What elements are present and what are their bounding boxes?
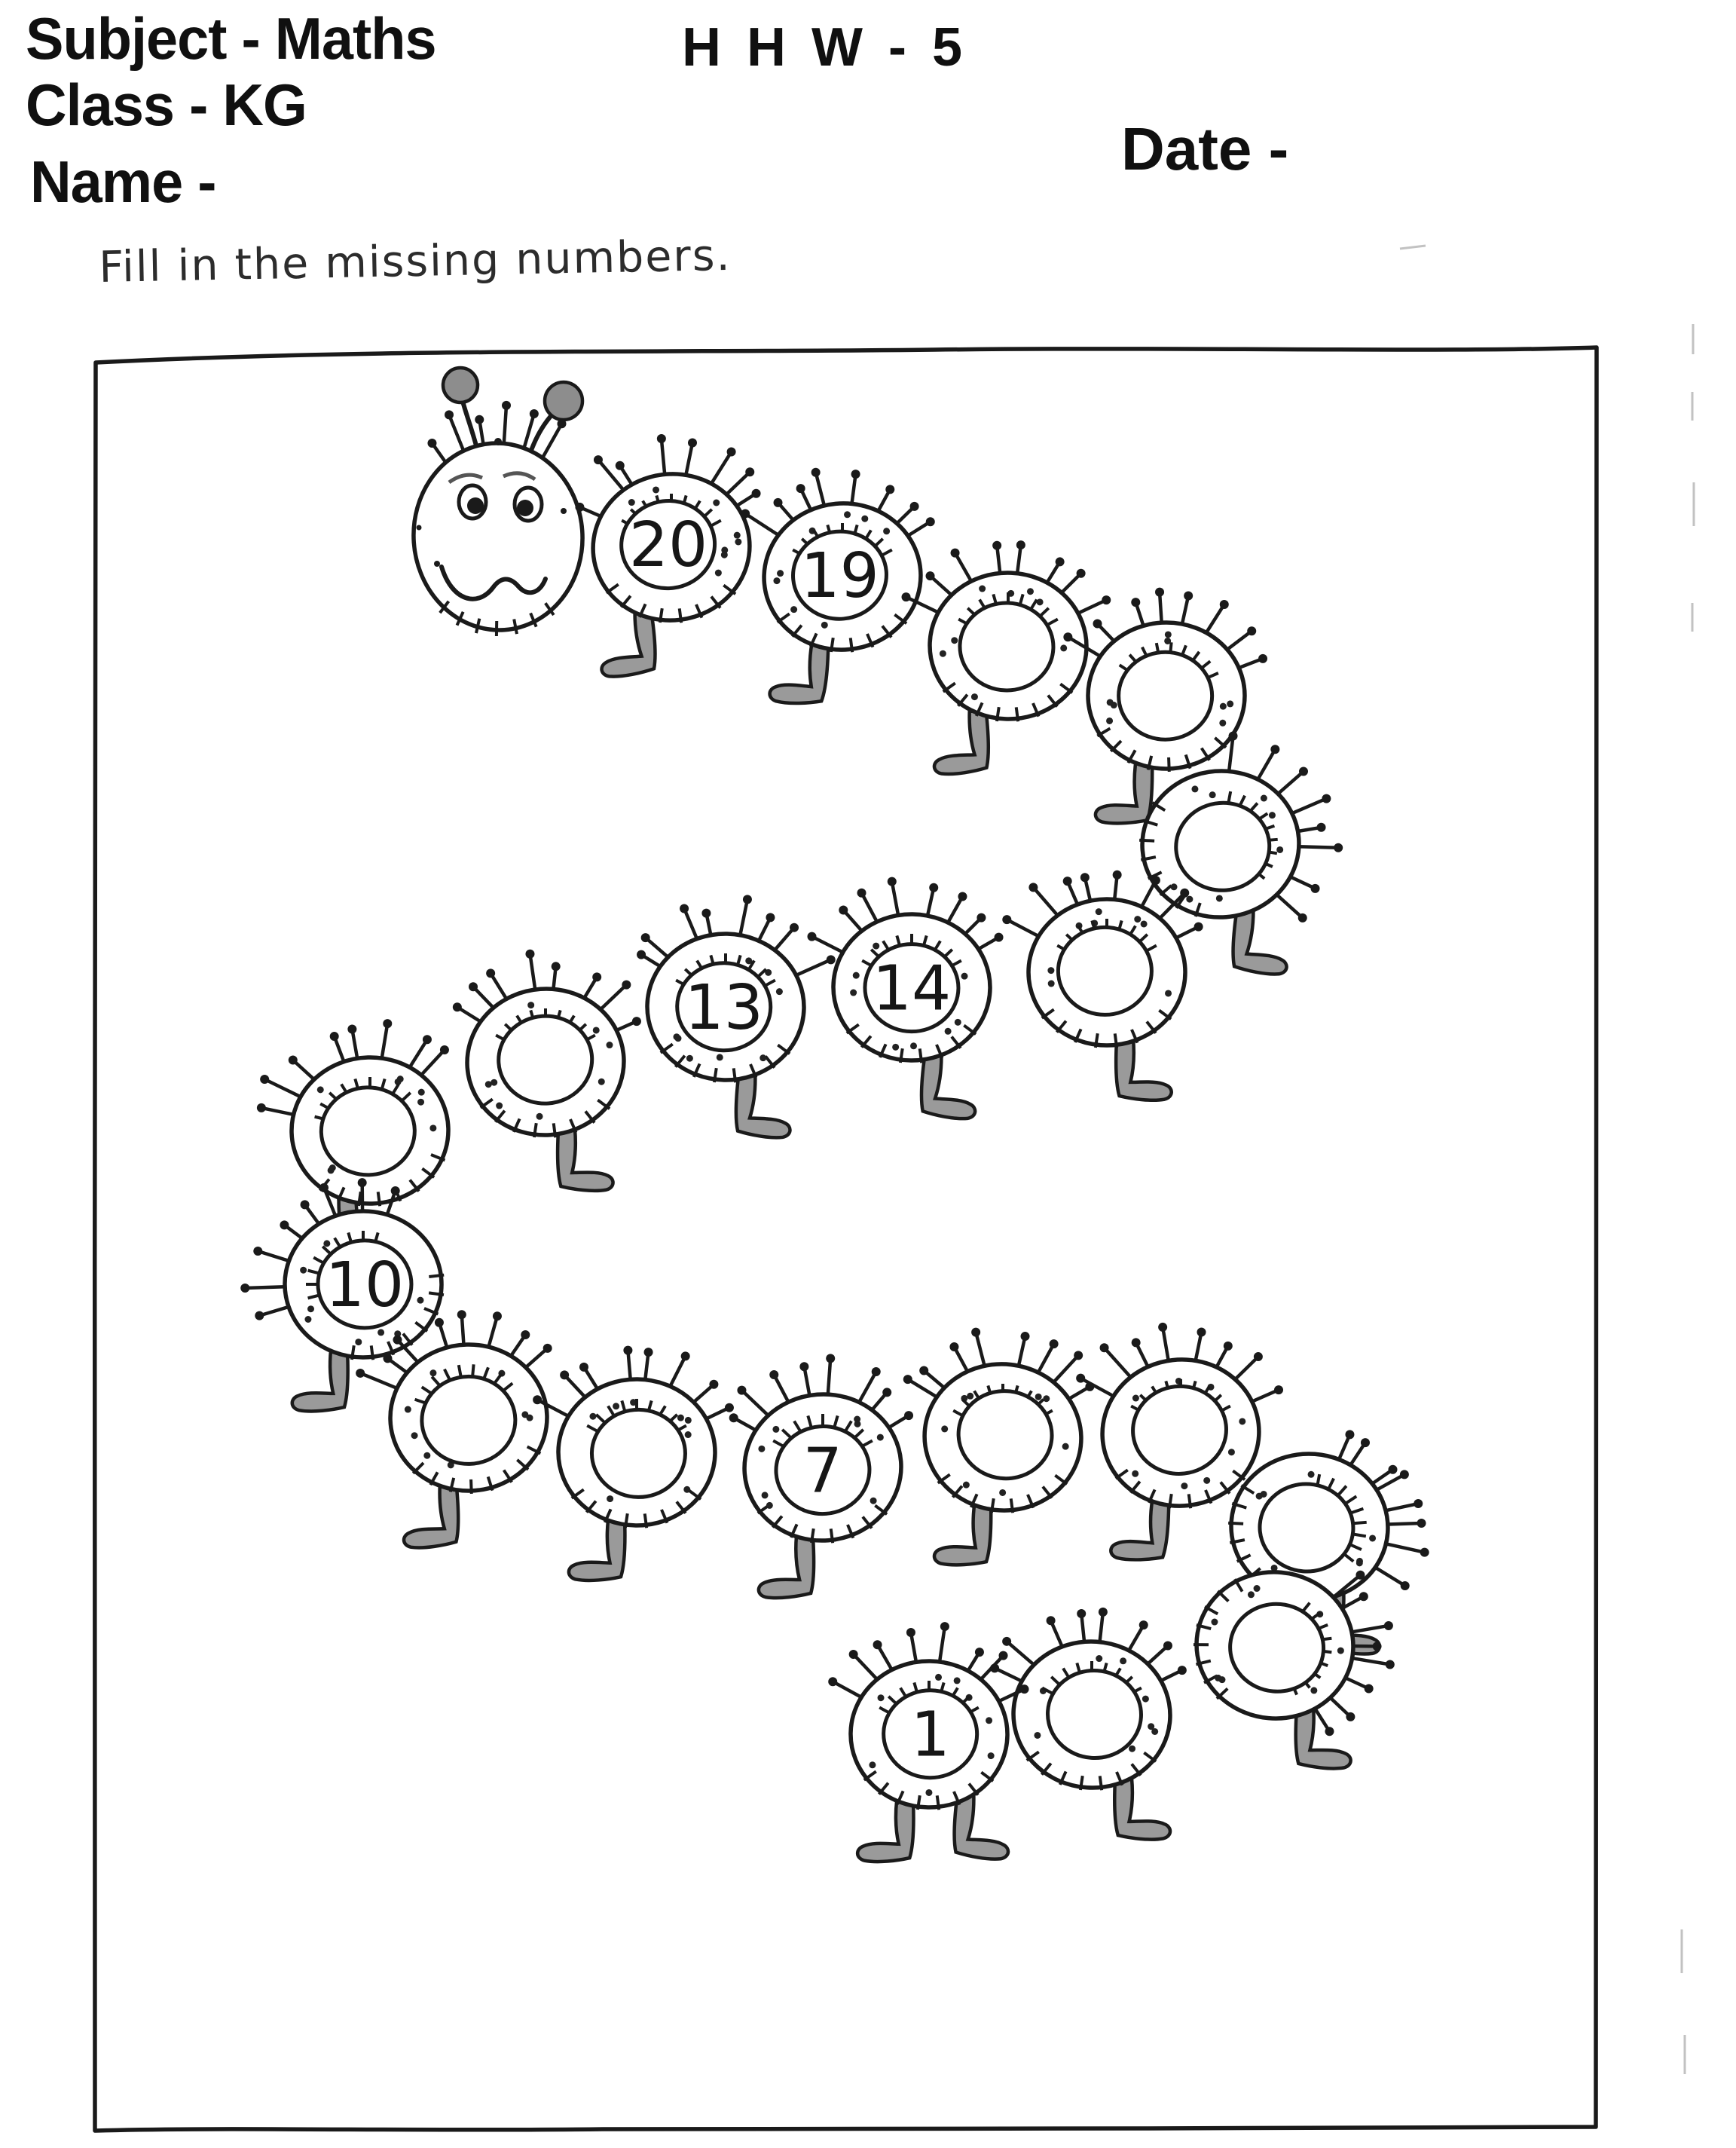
caterpillar-segment-8 (533, 1346, 734, 1582)
caterpillar-segment-20 (575, 434, 760, 678)
caterpillar-foot (569, 1518, 626, 1581)
caterpillar-segment-15 (1002, 871, 1203, 1100)
caterpillar-foot (769, 640, 830, 706)
caterpillar-foot (1116, 1039, 1172, 1101)
segment-number-14: 14 (872, 953, 952, 1025)
caterpillar-segment-19 (741, 468, 935, 706)
homework-code: H H W - 5 (682, 17, 967, 78)
caterpillar-foot (1231, 909, 1291, 975)
caterpillar-segment-14 (808, 877, 1004, 1120)
caterpillar-segment-3 (1190, 1565, 1395, 1768)
missing-number-blank-9[interactable] (420, 1375, 516, 1465)
head-outline (408, 437, 589, 635)
antenna-ball-right (545, 382, 582, 420)
instruction-text: Fill in the missing numbers. (98, 230, 732, 292)
caterpillar-head (408, 368, 589, 636)
segment-number-1: 1 (910, 1699, 950, 1771)
missing-number-blank-17[interactable] (1119, 652, 1212, 739)
caterpillar-foot (952, 1795, 1011, 1860)
segment-number-20: 20 (628, 509, 708, 582)
subject-line: Subject - Maths (26, 5, 436, 72)
caterpillar-foot (1111, 1497, 1170, 1562)
caterpillar-segment-13 (637, 895, 836, 1138)
caterpillar-foot (759, 1536, 814, 1598)
name-line: Name - (30, 148, 216, 215)
date-line: Date - (1121, 115, 1289, 182)
segment-number-13: 13 (684, 971, 763, 1044)
caterpillar-segment-18 (902, 540, 1111, 775)
missing-number-blank-11[interactable] (320, 1086, 416, 1176)
caterpillar-segment-1 (828, 1622, 1028, 1862)
segment-number-7: 7 (802, 1435, 842, 1507)
missing-number-blank-8[interactable] (591, 1409, 686, 1498)
caterpillar-foot (932, 711, 990, 776)
caterpillar-foot (1095, 760, 1153, 825)
antenna-ball-left (443, 368, 478, 402)
caterpillar-foot (934, 1502, 992, 1566)
caterpillar-foot (919, 1054, 979, 1119)
caterpillar-segment-12 (453, 950, 641, 1191)
missing-number-blank-18[interactable] (958, 601, 1056, 693)
caterpillar-foot (558, 1129, 613, 1191)
caterpillar-foot (597, 611, 657, 678)
caterpillar-segment-2 (990, 1608, 1187, 1840)
scan-artifacts (1400, 246, 1694, 2074)
caterpillar-foot (292, 1349, 348, 1412)
caterpillar-segment-6 (903, 1328, 1095, 1567)
caterpillar-foot (1114, 1777, 1170, 1840)
segment-number-19: 19 (800, 540, 879, 612)
caterpillar-foot (402, 1485, 460, 1549)
class-line: Class - KG (26, 72, 307, 138)
caterpillar-foot (735, 1073, 793, 1138)
segment-number-10: 10 (325, 1249, 405, 1321)
missing-number-blank-15[interactable] (1058, 927, 1151, 1014)
caterpillar-foot (857, 1799, 914, 1862)
caterpillar-segment-7 (729, 1354, 913, 1598)
